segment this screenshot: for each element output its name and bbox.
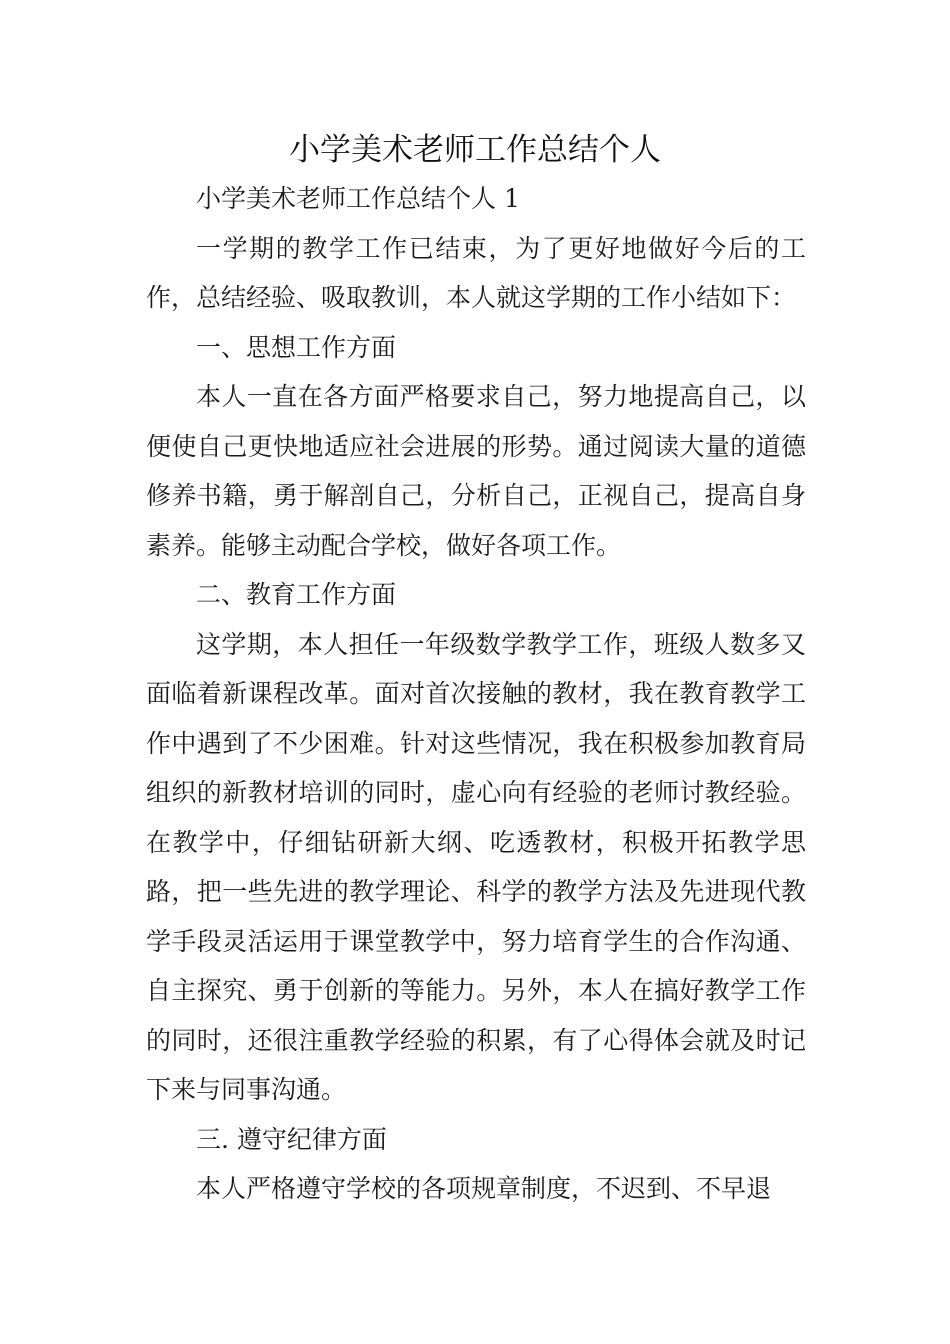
section-text-thought: 本人一直在各方面严格要求自己，努力地提高自己，以便使自己更快地适应社会进展的形势。通过阅读大量的道德修养书籍，勇于解剖自己，分析自己，正视自己，提高自身素养。能够主动配合学校，做好各项工作。	[146, 382, 806, 560]
document-body	[146, 174, 806, 1214]
section-heading-thought: 一、思想工作方面	[196, 332, 397, 362]
section-heading-discipline: 三. 遵守纪律方面	[196, 1124, 387, 1154]
section-heading-education: 二、教育工作方面	[196, 580, 397, 609]
document-title: 小学美术老师工作总结个人	[289, 132, 661, 168]
document-subtitle: 小学美术老师工作总结个人 1	[196, 184, 520, 213]
intro-paragraph: 一学期的教学工作已结束，为了更好地做好今后的工作，总结经验、吸取教训，本人就这学期的工作小结如下：	[146, 233, 806, 312]
section-text-education: 这学期，本人担任一年级数学教学工作，班级人数多又面临着新课程改革。面对首次接触的教材，我在教育教学工作中遇到了不少困难。针对这些情况，我在积极参加教育局组织的新教材培训的同时，虚心向有经验的老师讨教经验。在教学中，仔细钻研新大纲、吃透教材，积极开拓教学思路，把一些先进的教学理论、科学的教学方法及先进现代教学手段灵活运用于课堂教学中，努力培育学生的合作沟通、自主探究、勇于创新的等能力。另外，本人在搞好教学工作的同时，还很注重教学经验的积累，有了心得体会就及时记下来与同事沟通。	[146, 629, 806, 1104]
section-text-discipline: 本人严格遵守学校的各项规章制度，不迟到、不早退	[196, 1174, 772, 1203]
